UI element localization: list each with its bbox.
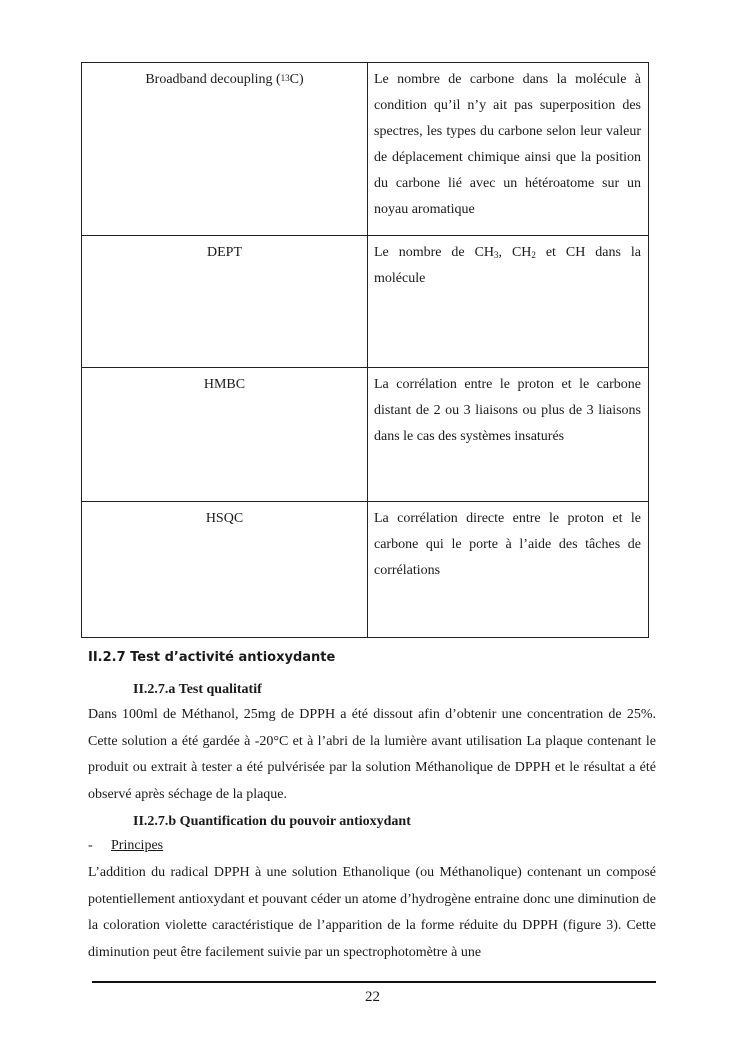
description-cell: La corrélation directe entre le proton et le carbone qui le porte à l’aide des tâches de corrélations bbox=[368, 502, 649, 638]
description-part: Le nombre de CH bbox=[374, 245, 495, 260]
footer-divider bbox=[92, 981, 656, 983]
description-part: et CH dans la molécule bbox=[374, 245, 641, 286]
table-row bbox=[82, 236, 649, 368]
bullet-label: Principes bbox=[111, 838, 164, 853]
nmr-techniques-table bbox=[81, 62, 649, 638]
section-heading: II.2.7 Test d’activité antioxydante bbox=[88, 650, 336, 665]
description-cell: La corrélation entre le proton et le carbone distant de 2 ou 3 liaisons ou plus de 3 liaisons dans le cas des systèmes insaturés bbox=[368, 368, 649, 502]
technique-cell: DEPT bbox=[82, 236, 368, 368]
description-cell: Le nombre de carbone dans la molécule à condition qu’il n’y ait pas superposition des spectres, les types du carbone selon leur valeur de déplacement chimique ainsi que la position du carbone lié avec un hétéroatome sur un noyau aromatique bbox=[368, 63, 649, 236]
bullet-dash: - bbox=[88, 838, 93, 853]
paragraph-principle: L’addition du radical DPPH à une solution Ethanolique (ou Méthanolique) contenant un composé potentiellement antioxydant et pouvant céder un atome d’hydrogène entraine donc une diminution de la coloration violette caractéristique de l’apparition de la forme réduite du DPPH (figure 3). Cette diminution peut être facilement suivie par un spectrophotomètre à une bbox=[88, 865, 656, 960]
technique-cell: HMBC bbox=[82, 368, 368, 502]
table-row bbox=[82, 63, 649, 236]
isotope-superscript: 13 bbox=[280, 73, 290, 83]
table-row bbox=[82, 502, 649, 638]
bullet-principes bbox=[88, 838, 163, 854]
technique-name-suffix: C) bbox=[289, 72, 304, 87]
subsection-heading-qualitative: II.2.7.a Test qualitatif bbox=[133, 682, 262, 697]
paragraph-qualitative-test: Dans 100ml de Méthanol, 25mg de DPPH a été dissout afin d’obtenir une concentration de 25%. Cette solution a été gardée à -20°C et à l’abri de la lumière avant utilisation La plaque contenant le produit ou extrait à tester a été pulvérisée par la solution Méthanolique de DPPH et le résultat a été observé après séchage de la plaque. bbox=[88, 707, 656, 802]
page-number: 22 bbox=[365, 989, 380, 1005]
technique-cell bbox=[82, 63, 368, 236]
description-part: , CH bbox=[498, 245, 532, 260]
technique-cell: HSQC bbox=[82, 502, 368, 638]
subscript: 3 bbox=[494, 250, 499, 260]
technique-name-prefix: Broadband decoupling ( bbox=[145, 72, 281, 87]
table-row bbox=[82, 368, 649, 502]
description-cell bbox=[368, 236, 649, 368]
subscript: 2 bbox=[531, 250, 536, 260]
subsection-heading-quantification: II.2.7.b Quantification du pouvoir antioxydant bbox=[133, 814, 411, 829]
